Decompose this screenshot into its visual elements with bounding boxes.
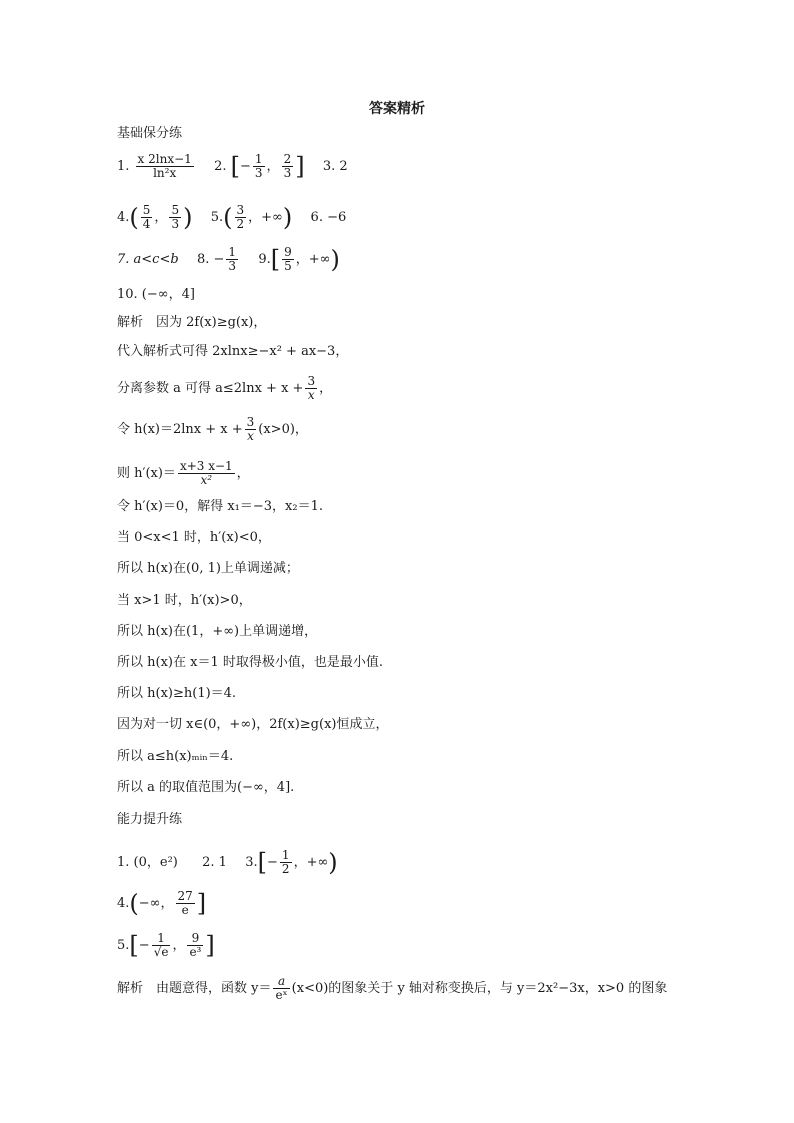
- answer-5-fraction: [235, 204, 247, 231]
- bracket-right: ]: [205, 931, 215, 960]
- line-suffix: (x>0)，: [258, 422, 308, 437]
- paren-left: (: [223, 203, 233, 232]
- fraction: [273, 975, 289, 1002]
- bracket-left: [: [270, 245, 281, 274]
- paren-right: ): [183, 203, 193, 232]
- page-title: 答案精析: [369, 101, 425, 117]
- denominator: 3: [283, 166, 292, 180]
- numerator: 9: [284, 245, 292, 259]
- bracket-right: ]: [196, 889, 207, 918]
- line-suffix: ，: [319, 381, 333, 396]
- advanced-answer-3-fraction: [280, 849, 292, 876]
- numerator: 3: [236, 203, 245, 217]
- line-text: 则 h′(x)＝: [117, 466, 176, 481]
- solution-1-line-1: 解析 因为 2f(x)≥g(x)，: [117, 315, 267, 330]
- solution-1-line-3: [117, 375, 332, 402]
- denominator: 3: [171, 217, 180, 231]
- solution-2-line-1: [117, 975, 667, 1002]
- answer-7: 7. a<c<b: [117, 252, 179, 267]
- answer-5-rest: ，+∞: [248, 210, 283, 225]
- fraction: [305, 375, 317, 402]
- line-suffix: (x<0)的图象关于 y 轴对称变换后，与 y＝2x²−3x，x>0 的图象: [291, 981, 668, 996]
- advanced-answer-4-label: 4.: [117, 896, 130, 911]
- answer-8-fraction: [226, 246, 238, 273]
- numerator: 5: [171, 203, 180, 217]
- solution-1-line-6: 令 h′(x)＝0，解得 x₁＝−3，x₂＝1.: [117, 499, 323, 514]
- paren-right: ): [282, 203, 293, 232]
- advanced-answer-5-fraction-2: [187, 932, 203, 959]
- numerator: 1: [228, 245, 237, 259]
- advanced-answer-4-fraction: [176, 890, 195, 917]
- numerator: a: [278, 974, 286, 988]
- numerator: 5: [142, 203, 151, 217]
- answer-8-label: 8. −: [196, 252, 225, 267]
- advanced-answer-5-fraction-1: [152, 932, 171, 959]
- section-basic-heading: 基础保分练: [117, 126, 183, 141]
- advanced-answer-3-label: 3.: [245, 855, 258, 870]
- numerator: 9: [191, 931, 200, 945]
- denominator: 2: [281, 862, 290, 876]
- denominator: eˣ: [275, 988, 288, 1002]
- solution-1-line-4: [117, 416, 308, 443]
- numerator: 3: [246, 415, 255, 429]
- numerator: 3: [307, 374, 316, 388]
- advanced-answer-5-label: 5.: [117, 938, 130, 953]
- solution-1-line-9: 当 x>1 时，h′(x)>0，: [117, 593, 252, 608]
- denominator: 3: [228, 259, 237, 273]
- answer-9-rest: ，+∞: [295, 252, 331, 267]
- advanced-answer-2: 2. 1: [202, 855, 227, 870]
- answer-9-label: 9.: [258, 252, 271, 267]
- denominator: √e: [153, 945, 169, 959]
- bracket-right: ]: [295, 152, 305, 181]
- denominator: e: [176, 903, 195, 917]
- numerator: 2: [283, 152, 292, 166]
- solution-1-line-7: 当 0<x<1 时，h′(x)<0，: [117, 530, 271, 545]
- answers-row-3: [117, 246, 340, 273]
- solution-1-line-12: 所以 h(x)≥h(1)＝4.: [117, 686, 237, 701]
- line-text: 分离参数 a 可得 a≤2lnx + x +: [117, 381, 304, 396]
- bracket-left: [: [129, 931, 139, 960]
- denominator: x: [245, 429, 257, 443]
- advanced-row-2: [117, 890, 206, 917]
- answer-4-fraction-1: [141, 204, 153, 231]
- solution-1-line-8: 所以 h(x)在(0, 1)上单调递减；: [117, 561, 299, 576]
- solution-1-line-15: 所以 a 的取值范围为(−∞，4].: [117, 780, 295, 795]
- denominator: 5: [284, 259, 292, 273]
- advanced-answer-1: 1. (0，e²): [117, 855, 178, 870]
- fraction: [245, 416, 257, 443]
- answer-1-label: 1.: [117, 159, 130, 174]
- denominator: 3: [254, 166, 263, 180]
- answer-9-fraction: [282, 246, 294, 273]
- paren-right: ): [328, 848, 338, 877]
- solution-1-line-13: 因为对一切 x∈(0，+∞)，2f(x)≥g(x)恒成立，: [117, 717, 389, 732]
- solution-1-line-10: 所以 h(x)在(1，+∞)上单调递增，: [117, 624, 318, 639]
- line-text: 解析 由题意得，函数 y＝: [117, 981, 272, 996]
- numerator: 27: [177, 889, 193, 903]
- answers-row-2: 4.( $\frac{5}{4}$ ， $\frac{5}{3}$ ) 5.( $\frac{3}{2}$ ，+∞) 6. −6: [117, 203, 347, 232]
- numerator: 1: [157, 931, 165, 945]
- answer-5-label: 5.: [210, 210, 224, 225]
- paren-left: (: [129, 203, 139, 232]
- denominator: 4: [142, 217, 151, 231]
- advanced-answer-3-rest: ，+∞: [293, 855, 329, 870]
- denominator: x: [305, 388, 317, 402]
- answer-1-denominator: ln²x: [136, 166, 194, 180]
- advanced-row-1: 1. (0，e²) 2. 1 3.[− $\frac{1}{2}$ ，+∞): [117, 848, 338, 877]
- bracket-left: [: [257, 848, 268, 877]
- derivative-fraction: [178, 460, 235, 487]
- numerator: 1: [254, 152, 263, 166]
- section-advanced-heading: 能力提升练: [117, 812, 183, 827]
- solution-1-line-2: 代入解析式可得 2xlnx≥−x² + ax−3，: [117, 344, 349, 359]
- denominator: e³: [189, 945, 202, 959]
- advanced-answer-4-mid: −∞，: [138, 896, 174, 911]
- answer-1-fraction: [136, 153, 194, 180]
- answer-4-label: 4.: [117, 210, 130, 225]
- advanced-row-3: 5.[− $\frac{1}{√e}$ ， $\frac{9}{\text{e³}}$ ]: [117, 931, 215, 960]
- paren-left: (: [129, 889, 139, 918]
- answer-4-fraction-2: [169, 204, 181, 231]
- numerator: 1: [281, 848, 290, 862]
- solution-1-line-5: [117, 460, 250, 487]
- denominator: x²: [178, 473, 235, 487]
- answer-6: 6. −6: [310, 210, 347, 225]
- bracket-left: [: [230, 152, 240, 181]
- answer-2-fraction-1: [253, 153, 265, 180]
- answer-1-numerator: x 2lnx−1: [137, 152, 192, 166]
- solution-1-line-11: 所以 h(x)在 x＝1 时取得极小值，也是最小值.: [117, 655, 383, 670]
- answers-row-1: 1. $\frac{x 2\ln x-1}{\text{ln²x}}$ 2. [− $\frac{1}{3}$ ， $\frac{2}{3}$ ] 3. 2: [117, 152, 348, 181]
- line-suffix: ，: [236, 466, 250, 481]
- line-text: 令 h(x)＝2lnx + x +: [117, 422, 243, 437]
- answer-2-label: 2.: [214, 159, 227, 174]
- answer-3: 3. 2: [322, 159, 348, 174]
- answer-10: 10. (−∞，4]: [117, 287, 195, 302]
- paren-right: ): [330, 245, 340, 274]
- answer-2-fraction-2: [282, 153, 294, 180]
- numerator: x+3 x−1: [179, 459, 233, 473]
- solution-1-line-14: 所以 a≤h(x)ₘᵢₙ＝4.: [117, 749, 234, 764]
- denominator: 2: [236, 217, 245, 231]
